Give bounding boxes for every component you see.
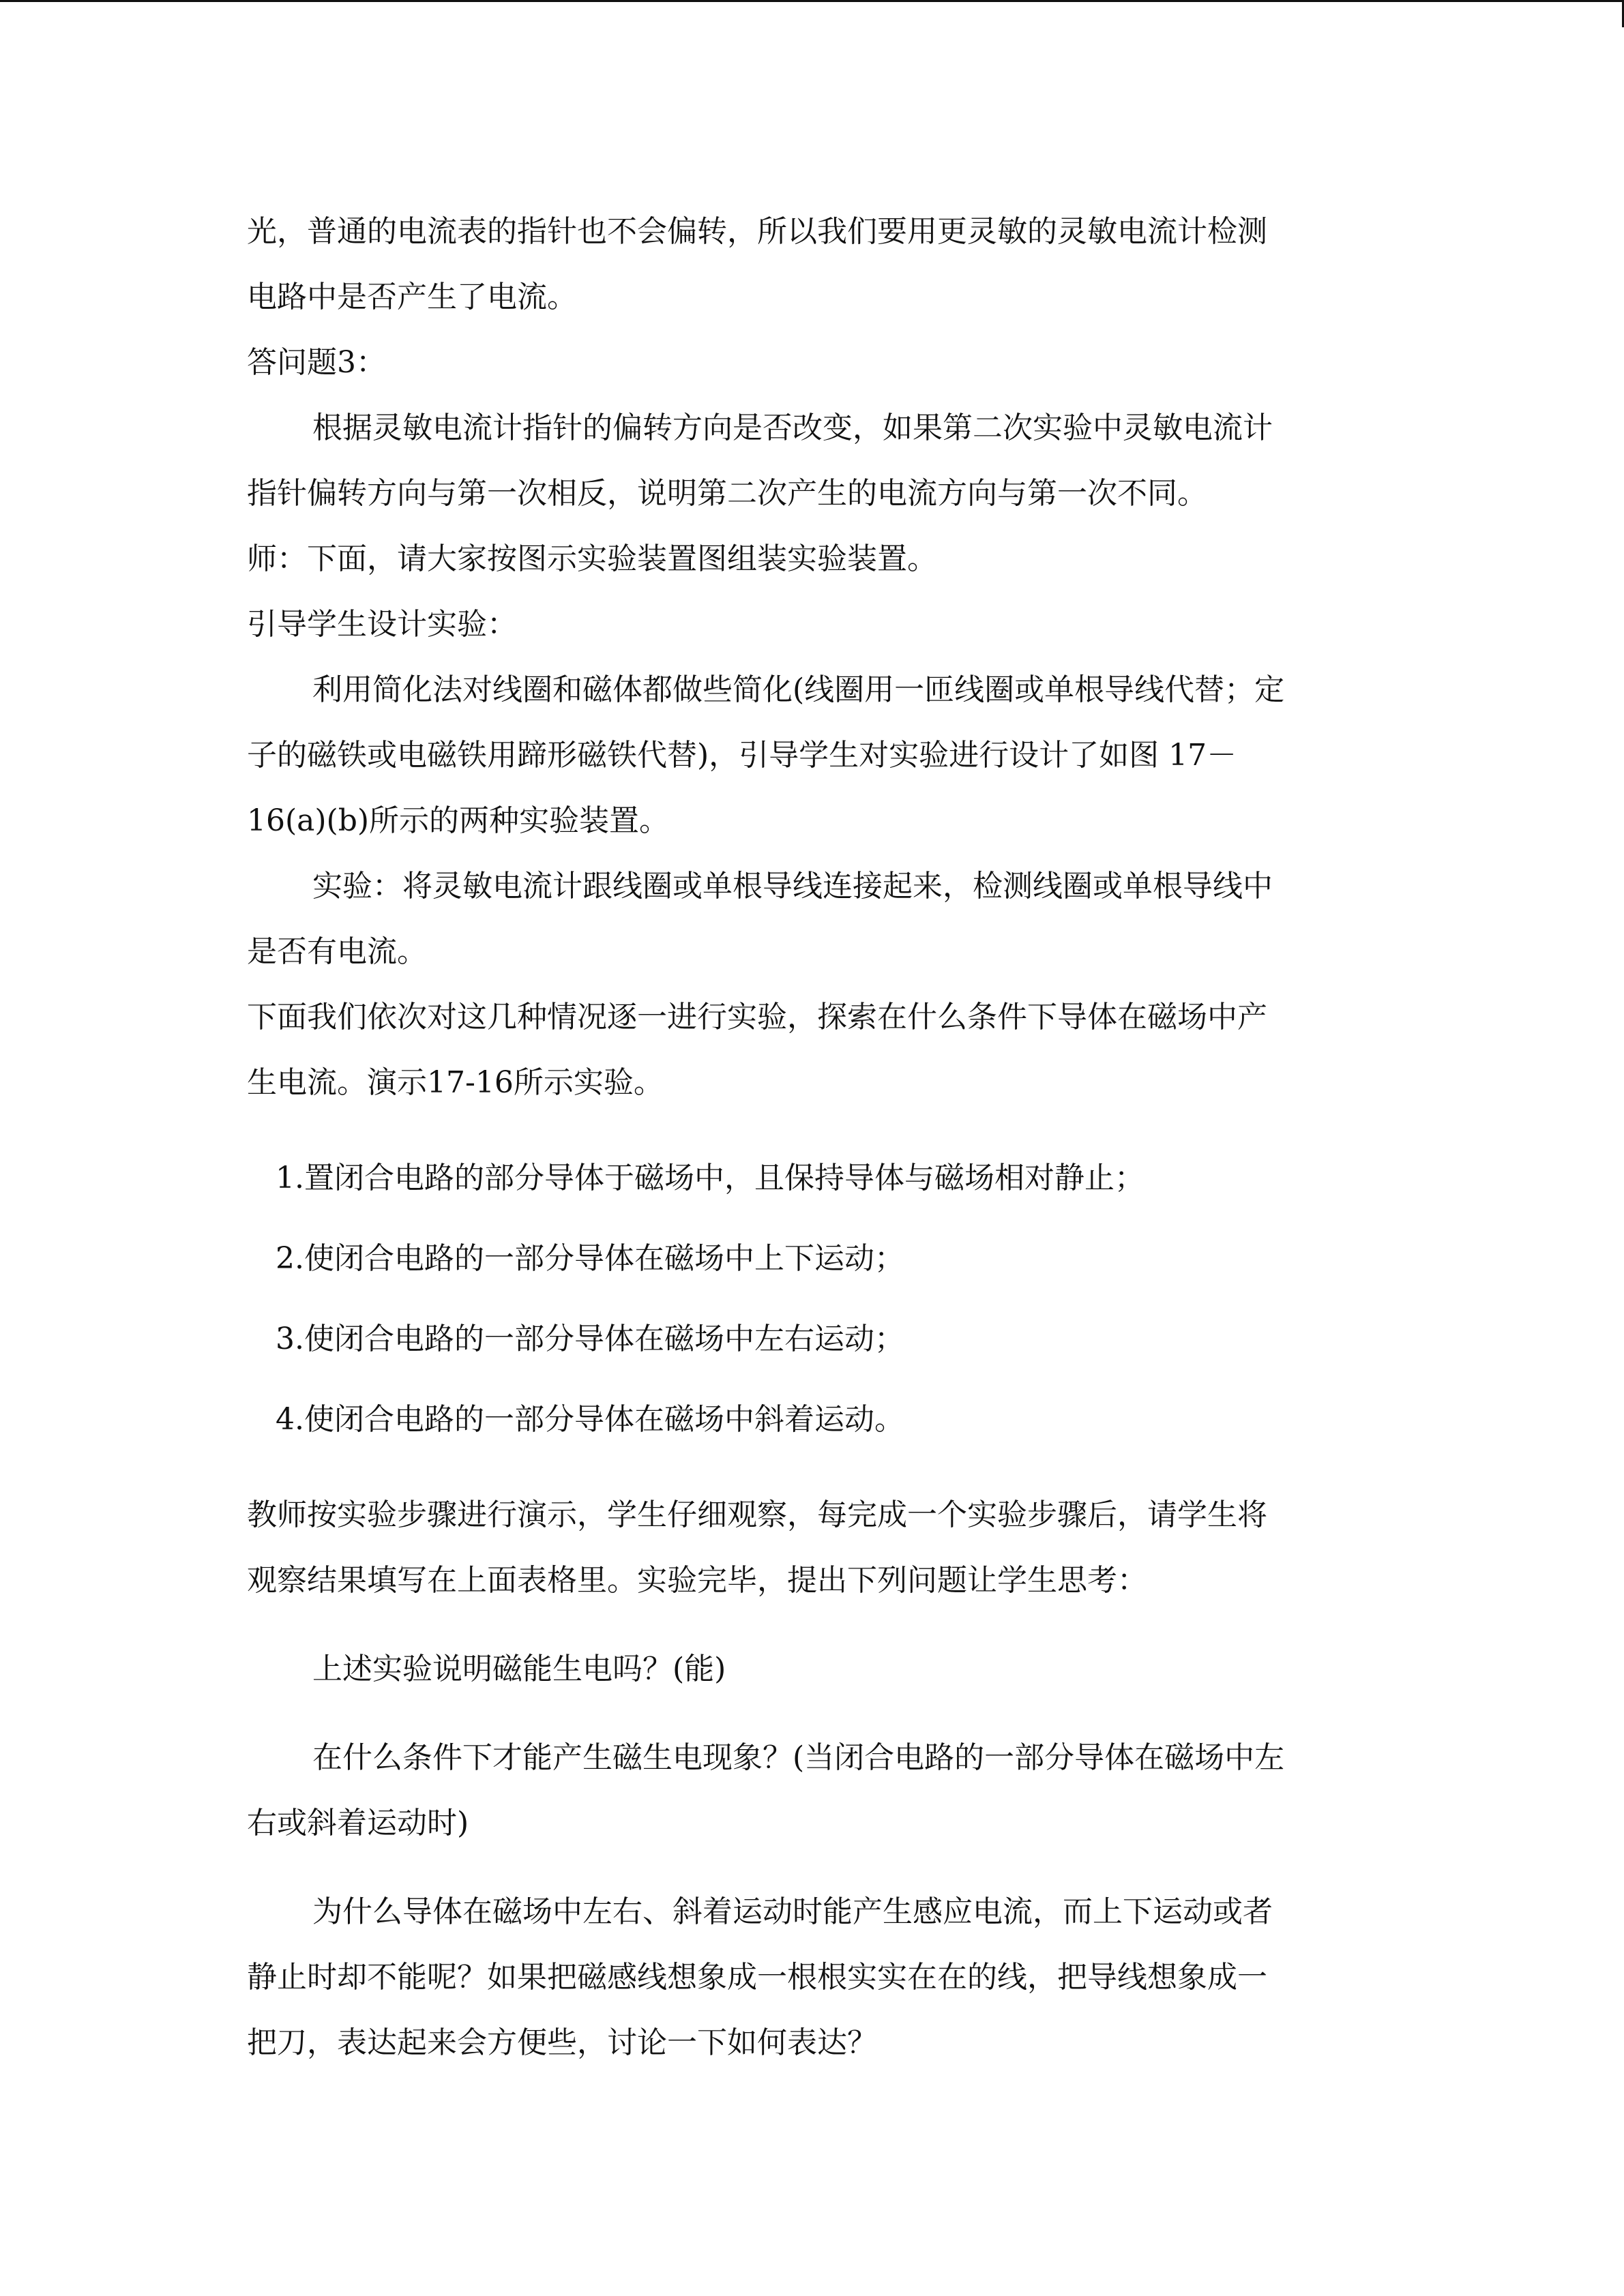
text-line: 引导学生设计实验： bbox=[247, 607, 517, 642]
text-line: 光，普通的电流表的指针也不会偏转，所以我们要用更灵敏的灵敏电流计检测 bbox=[247, 214, 1267, 249]
text-line: 答问题3： bbox=[247, 345, 386, 380]
text-line: 3.使闭合电路的一部分导体在磁场中左右运动； bbox=[276, 1322, 904, 1356]
text-line: 生电流。演示17-16所示实验。 bbox=[247, 1065, 664, 1100]
paragraph-guide-design bbox=[247, 592, 1379, 657]
question-3 bbox=[247, 1879, 1379, 2076]
text-line: 上述实验说明磁能生电吗？(能) bbox=[312, 1652, 726, 1686]
list-item-step-1 bbox=[247, 1146, 1379, 1211]
text-line: 1.置闭合电路的部分导体于磁场中，且保持导体与磁场相对静止； bbox=[276, 1161, 1145, 1195]
text-line: 静止时却不能呢？如果把磁感线想象成一根根实实在在的线，把导线想象成一 bbox=[247, 1960, 1267, 1995]
paragraph-teacher-instruction bbox=[247, 526, 1379, 592]
text-line: 实验：将灵敏电流计跟线圈或单根导线连接起来，检测线圈或单根导线中 bbox=[312, 869, 1273, 904]
paragraph-teacher-demo bbox=[247, 1482, 1379, 1613]
text-line: 观察结果填写在上面表格里。实验完毕，提出下列问题让学生思考： bbox=[247, 1563, 1147, 1598]
text-line: 子的磁铁或电磁铁用蹄形磁铁代替)，引导学生对实验进行设计了如图 17－ bbox=[247, 738, 1237, 773]
text-line: 是否有电流。 bbox=[247, 934, 427, 969]
text-line: 4.使闭合电路的一部分导体在磁场中斜着运动。 bbox=[276, 1402, 904, 1437]
paragraph-simplification bbox=[247, 657, 1379, 854]
text-line: 2.使闭合电路的一部分导体在磁场中上下运动； bbox=[276, 1241, 904, 1276]
answer-heading-3 bbox=[247, 330, 1379, 396]
paragraph-explore bbox=[247, 985, 1379, 1116]
list-item-step-3 bbox=[247, 1307, 1379, 1372]
paragraph-galvanometer-reason bbox=[247, 199, 1379, 330]
text-line: 利用简化法对线圈和磁体都做些简化(线圈用一匝线圈或单根导线代替；定 bbox=[312, 672, 1285, 707]
text-line: 电路中是否产生了电流。 bbox=[247, 280, 577, 314]
question-1 bbox=[247, 1637, 1379, 1702]
page-top-border bbox=[0, 0, 1624, 2]
text-line: 下面我们依次对这几种情况逐一进行实验，探索在什么条件下导体在磁场中产 bbox=[247, 1000, 1267, 1034]
text-line: 右或斜着运动时) bbox=[247, 1806, 469, 1840]
list-item-step-4 bbox=[247, 1387, 1379, 1452]
document-body bbox=[247, 199, 1379, 2076]
list-item-step-2 bbox=[247, 1226, 1379, 1292]
text-line: 指针偏转方向与第一次相反，说明第二次产生的电流方向与第一次不同。 bbox=[247, 476, 1207, 511]
text-line: 根据灵敏电流计指针的偏转方向是否改变，如果第二次实验中灵敏电流计 bbox=[312, 411, 1273, 445]
question-2 bbox=[247, 1725, 1379, 1856]
text-line: 在什么条件下才能产生磁生电现象？(当闭合电路的一部分导体在磁场中左 bbox=[312, 1740, 1285, 1775]
text-line: 为什么导体在磁场中左右、斜着运动时能产生感应电流，而上下运动或者 bbox=[312, 1894, 1273, 1929]
text-line: 教师按实验步骤进行演示，学生仔细观察，每完成一个实验步骤后，请学生将 bbox=[247, 1497, 1267, 1532]
paragraph-experiment bbox=[247, 854, 1379, 985]
paragraph-answer-3 bbox=[247, 396, 1379, 526]
text-line: 16(a)(b)所示的两种实验装置。 bbox=[247, 803, 670, 838]
text-line: 把刀，表达起来会方便些，讨论一下如何表达？ bbox=[247, 2025, 877, 2060]
text-line: 师：下面，请大家按图示实验装置图组装实验装置。 bbox=[247, 541, 937, 576]
